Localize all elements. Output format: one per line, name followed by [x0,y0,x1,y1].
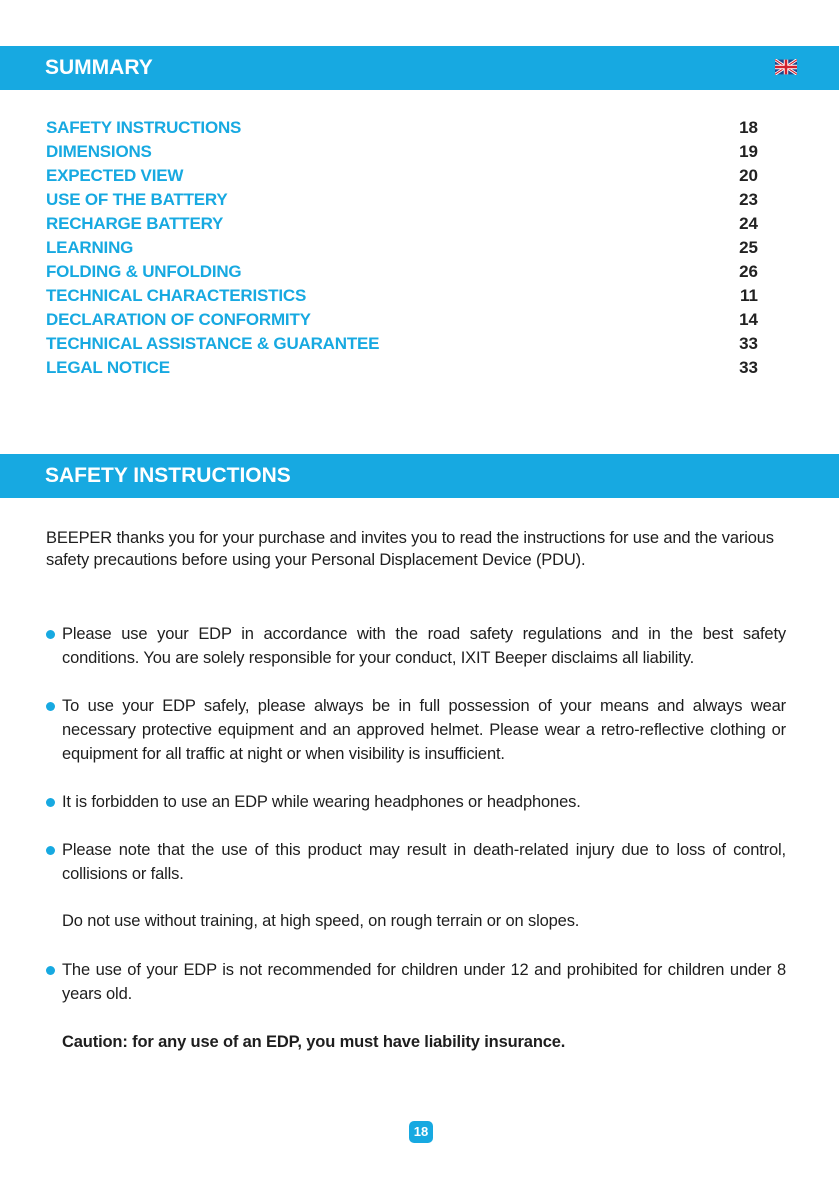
bullet-dot-icon [46,630,55,639]
toc-item-page: 33 [739,334,758,353]
toc-item[interactable] [46,284,758,308]
table-of-contents [46,116,758,380]
bullet-text: To use your EDP safely, please always be in full possession of your means and always wear necessary protective equipment and an approved helmet. Please wear a retro-reflective clothing or equipment for all traffic at night or when visibility is insufficient. [62,697,786,763]
summary-title: SUMMARY [45,56,153,79]
toc-item-label: RECHARGE BATTERY [46,214,224,233]
safety-header [0,454,839,498]
toc-item-page: 23 [739,190,758,209]
summary-header [0,46,839,90]
bullet-text: The use of your EDP is not recommended for children under 12 and prohibited for children under 8 years old. [62,961,786,1003]
safety-note: Do not use without training, at high speed, on rough terrain or on slopes. [62,912,580,930]
caution-note: Caution: for any use of an EDP, you must have liability insurance. [62,1033,566,1051]
toc-item-label: TECHNICAL CHARACTERISTICS [46,286,307,305]
toc-item-label: LEGAL NOTICE [46,358,170,377]
toc-item[interactable] [46,356,758,380]
toc-item[interactable] [46,332,758,356]
toc-item[interactable] [46,116,758,140]
toc-item-page: 26 [739,262,758,281]
toc-item-page: 20 [739,166,758,185]
bullet-text: It is forbidden to use an EDP while wearing headphones or headphones. [62,793,581,811]
toc-item-page: 18 [739,118,758,137]
bullet-text: Please note that the use of this product may result in death-related injury due to loss of control, collisions or falls. [62,841,786,883]
toc-item[interactable] [46,164,758,188]
toc-item-label: DIMENSIONS [46,142,152,161]
bullet-text: Please use your EDP in accordance with the road safety regulations and in the best safety conditions. You are solely responsible for your conduct, IXIT Beeper disclaims all liability. [62,625,786,667]
toc-item-label: SAFETY INSTRUCTIONS [46,118,242,137]
toc-item[interactable] [46,140,758,164]
toc-item-label: FOLDING & UNFOLDING [46,262,242,281]
safety-bullet [62,838,786,886]
page-number: 18 [409,1121,433,1143]
safety-bullet [62,790,786,814]
toc-item[interactable] [46,188,758,212]
safety-bullet [62,622,786,670]
bullet-dot-icon [46,798,55,807]
toc-item[interactable] [46,236,758,260]
bullet-dot-icon [46,702,55,711]
safety-bullet [62,694,786,766]
toc-item-page: 11 [740,286,758,305]
uk-flag-icon [775,59,797,75]
bullet-dot-icon [46,966,55,975]
toc-item-label: USE OF THE BATTERY [46,190,228,209]
safety-bullet [62,958,786,1006]
toc-item-label: DECLARATION OF CONFORMITY [46,310,311,329]
intro-paragraph: BEEPER thanks you for your purchase and invites you to read the instructions for use and the various safety precautions before using your Personal Displacement Device (PDU). [46,529,774,569]
toc-item-label: LEARNING [46,238,134,257]
toc-item-page: 24 [739,214,758,233]
toc-item-label: EXPECTED VIEW [46,166,184,185]
toc-item-page: 19 [739,142,758,161]
toc-item[interactable] [46,308,758,332]
toc-item-page: 14 [739,310,758,329]
bullet-dot-icon [46,846,55,855]
toc-item[interactable] [46,260,758,284]
toc-item-label: TECHNICAL ASSISTANCE & GUARANTEE [46,334,380,353]
safety-title: SAFETY INSTRUCTIONS [45,464,291,487]
toc-item[interactable] [46,212,758,236]
toc-item-page: 33 [739,358,758,377]
toc-item-page: 25 [739,238,758,257]
